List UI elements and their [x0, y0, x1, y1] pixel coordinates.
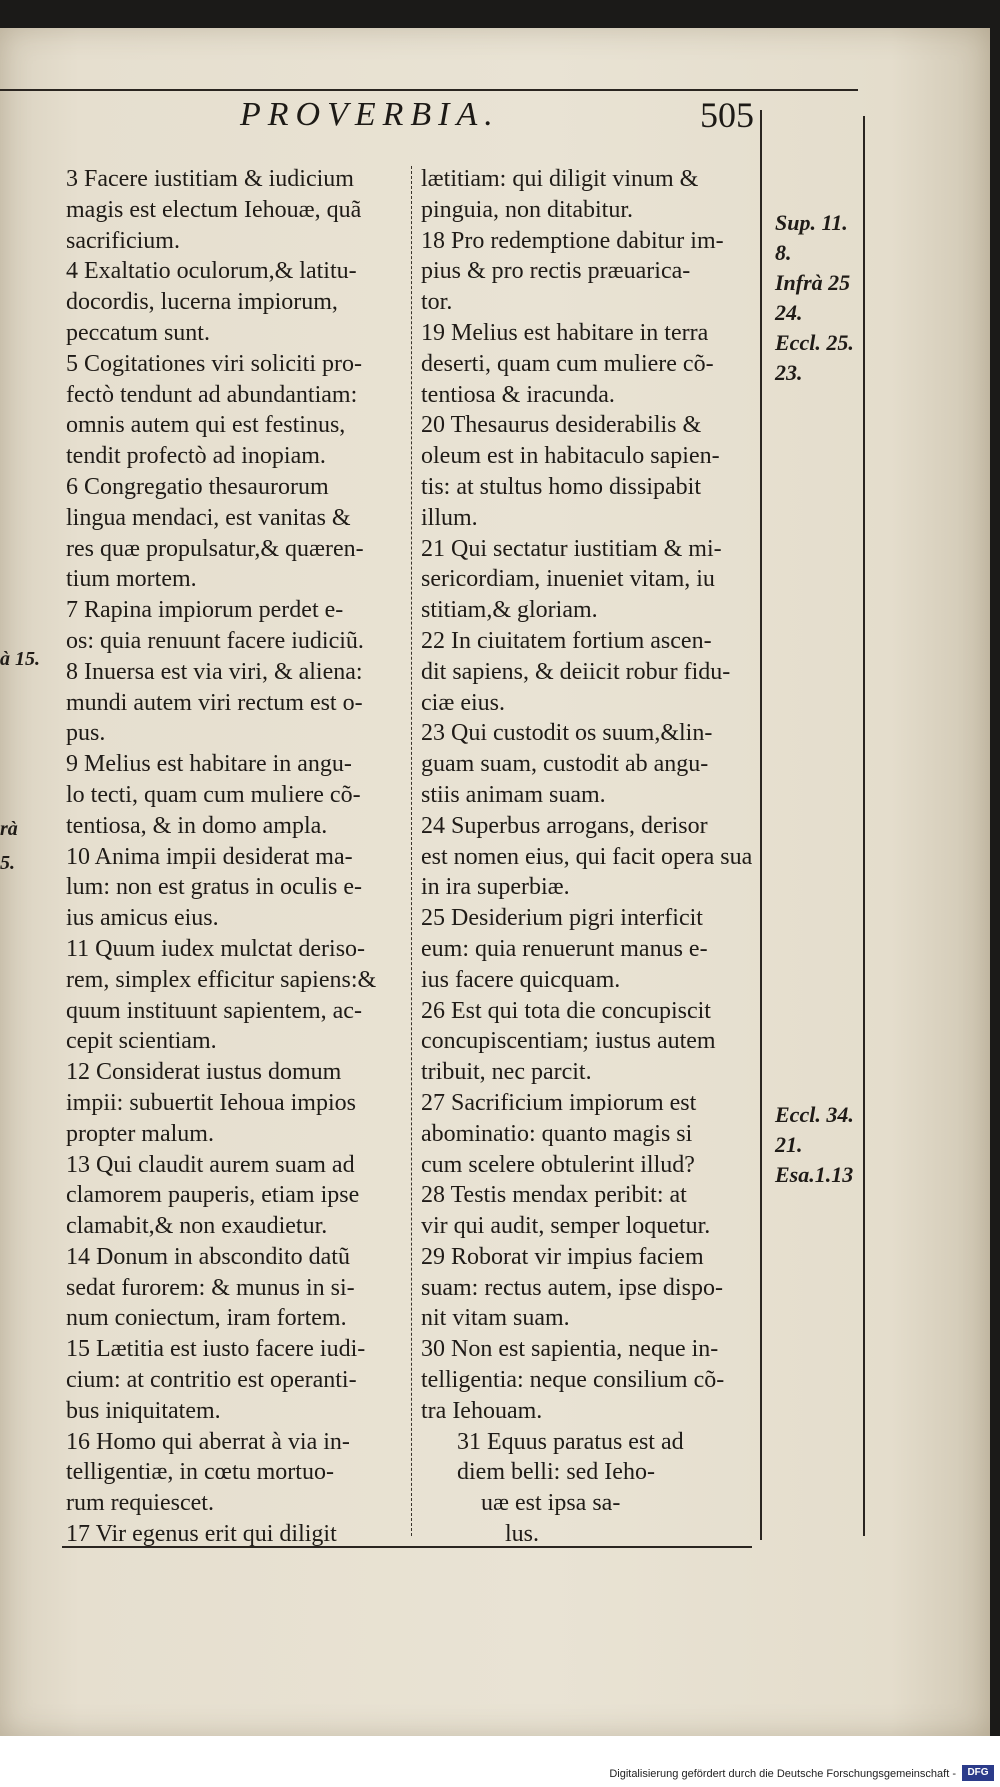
text-line: sedat furorem: & munus in si-	[66, 1274, 355, 1301]
text-line: 15 Lætitia est iusto facere iudi-	[66, 1336, 366, 1363]
margin-note-line: 8.	[775, 240, 792, 265]
text-line: 6 Congregatio thesaurorum	[66, 473, 329, 500]
text-line: tor.	[421, 289, 453, 316]
text-line: docordis, lucerna impiorum,	[66, 289, 338, 316]
text-line: lingua mendaci, est vanitas &	[66, 504, 351, 531]
margin-note-line: Sup. 11.	[775, 210, 848, 235]
text-line: tra Iehouam.	[421, 1397, 543, 1424]
text-line: cium: at contritio est operanti-	[66, 1367, 357, 1394]
text-line: num coniectum, iram fortem.	[66, 1305, 347, 1332]
text-line: ius facere quicquam.	[421, 966, 621, 993]
text-line: 9 Melius est habitare in angu-	[66, 751, 352, 778]
text-line: 13 Qui claudit aurem suam ad	[66, 1151, 355, 1178]
column-divider	[411, 166, 412, 1536]
text-line: clamabit,& non exaudietur.	[66, 1213, 328, 1240]
margin-note-line: 21.	[775, 1132, 803, 1157]
text-line: res quæ propulsatur,& quæren-	[66, 535, 364, 562]
text-line: ciæ eius.	[421, 689, 505, 716]
text-line: 31 Equus paratus est ad	[421, 1428, 684, 1455]
text-line: concupiscentiam; iustus autem	[421, 1028, 716, 1055]
margin-reference-bottom	[775, 1100, 854, 1190]
text-line: abominatio: quanto magis si	[421, 1120, 693, 1147]
text-line: 27 Sacrificium impiorum est	[421, 1089, 697, 1116]
text-line: clamorem pauperis, etiam ipse	[66, 1182, 360, 1209]
text-line: deserti, quam cum muliere cõ-	[421, 350, 714, 377]
text-line: tentiosa, & in domo ampla.	[66, 812, 328, 839]
text-line: 28 Testis mendax peribit: at	[421, 1182, 687, 1209]
text-line: 23 Qui custodit os suum,&lin-	[421, 720, 713, 747]
text-line: 25 Desiderium pigri interficit	[421, 905, 703, 932]
text-line: 14 Donum in abscondito datũ	[66, 1243, 350, 1270]
header-rule	[0, 89, 858, 91]
text-line: telligentiæ, in cœtu mortuo-	[66, 1459, 334, 1486]
text-line: peccatum sunt.	[66, 319, 210, 346]
text-line: 12 Considerat iustus domum	[66, 1059, 342, 1086]
text-line: bus iniquitatem.	[66, 1397, 221, 1424]
text-line: diem belli: sed Ieho-	[421, 1459, 655, 1486]
margin-note-line: Infrà 25	[775, 270, 851, 295]
text-line: 17 Vir egenus erit qui diligit	[66, 1521, 337, 1548]
text-line: 21 Qui sectatur iustitiam & mi-	[421, 535, 722, 562]
text-line: eum: quia renuerunt manus e-	[421, 935, 708, 962]
edge-fragment-1: à 15.	[0, 648, 40, 670]
text-line: est nomen eius, qui facit opera sua	[421, 843, 753, 870]
footer-rule	[62, 1546, 752, 1548]
text-line: tribuit, nec parcit.	[421, 1059, 592, 1086]
text-line: os: quia renuunt facere iudiciũ.	[66, 627, 364, 654]
text-line: guam suam, custodit ab angu-	[421, 751, 709, 778]
edge-fragment-3: 5.	[0, 852, 15, 874]
text-line: 19 Melius est habitare in terra	[421, 319, 709, 346]
text-line: quum instituunt sapientem, ac-	[66, 997, 362, 1024]
text-line: magis est electum Iehouæ, quã	[66, 196, 362, 223]
text-line: 29 Roborat vir impius faciem	[421, 1243, 704, 1270]
text-line: impii: subuertit Iehoua impios	[66, 1089, 356, 1116]
text-line: 16 Homo qui aberrat à via in-	[66, 1428, 350, 1455]
page-number: 505	[700, 95, 754, 135]
funding-credit: Digitalisierung gefördert durch die Deutsche Forschungsgemeinschaft -	[609, 1768, 956, 1780]
text-line: tentiosa & iracunda.	[421, 381, 615, 408]
text-line: pius & pro rectis præuarica-	[421, 258, 691, 285]
right-text-column	[421, 164, 759, 1550]
text-line: lus.	[421, 1521, 540, 1548]
text-line: 20 Thesaurus desiderabilis &	[421, 412, 702, 439]
text-line: cepit scientiam.	[66, 1028, 217, 1055]
margin-note-line: Esa.1.13	[775, 1162, 854, 1187]
running-title: PROVERBIA.	[240, 96, 500, 133]
right-column-rule	[760, 110, 762, 1540]
text-line: tis: at stultus homo dissipabit	[421, 473, 702, 500]
text-line: lætitiam: qui diligit vinum &	[421, 166, 699, 192]
text-line: lo tecti, quam cum muliere cõ-	[66, 781, 361, 808]
text-line: rum requiescet.	[66, 1490, 214, 1517]
text-line: ius amicus eius.	[66, 905, 219, 932]
text-line: lum: non est gratus in oculis e-	[66, 874, 362, 901]
left-text-column	[66, 164, 406, 1550]
margin-note-line: Eccl. 34.	[775, 1102, 854, 1127]
text-line: cum scelere obtulerint illud?	[421, 1151, 695, 1178]
margin-note-line: 24.	[775, 300, 803, 325]
text-line: oleum est in habitaculo sapien-	[421, 443, 720, 470]
text-line: pinguia, non ditabitur.	[421, 196, 633, 223]
text-line: 7 Rapina impiorum perdet e-	[66, 597, 344, 624]
text-line: sericordiam, inueniet vitam, iu	[421, 566, 715, 593]
text-line: stitiam,& gloriam.	[421, 597, 598, 624]
text-line: nit vitam suam.	[421, 1305, 570, 1332]
text-line: omnis autem qui est festinus,	[66, 412, 346, 439]
text-line: stiis animam suam.	[421, 781, 606, 808]
text-line: pus.	[66, 720, 106, 747]
text-line: suam: rectus autem, ipse dispo-	[421, 1274, 723, 1301]
edge-fragment-2: rà	[0, 818, 18, 840]
text-line: telligentia: neque consilium cõ-	[421, 1367, 725, 1394]
text-line: 22 In ciuitatem fortium ascen-	[421, 627, 712, 654]
text-line: rem, simplex efficitur sapiens:&	[66, 966, 377, 993]
text-line: 8 Inuersa est via viri, & aliena:	[66, 658, 363, 685]
text-line: tendit profectò ad inopiam.	[66, 443, 326, 470]
text-line: 11 Quum iudex mulctat deriso-	[66, 935, 366, 962]
text-line: 5 Cogitationes viri soliciti pro-	[66, 350, 362, 377]
text-line: uæ est ipsa sa-	[421, 1490, 621, 1517]
text-line: 30 Non est sapientia, neque in-	[421, 1336, 719, 1363]
text-line: propter malum.	[66, 1120, 214, 1147]
text-line: dit sapiens, & deiicit robur fidu-	[421, 658, 731, 685]
text-line: illum.	[421, 504, 478, 531]
dfg-logo: DFG	[962, 1765, 994, 1781]
text-line: 10 Anima impii desiderat ma-	[66, 843, 353, 870]
text-line: tium mortem.	[66, 566, 197, 593]
text-line: sacrificium.	[66, 227, 180, 254]
text-line: 3 Facere iustitiam & iudicium	[66, 166, 354, 192]
text-line: mundi autem viri rectum est o-	[66, 689, 363, 716]
margin-note-line: Eccl. 25.	[775, 330, 854, 355]
text-line: 4 Exaltatio oculorum,& latitu-	[66, 258, 357, 285]
margin-note-line: 23.	[775, 360, 803, 385]
margin-reference-top	[775, 208, 854, 388]
text-line: in ira superbiæ.	[421, 874, 570, 901]
text-line: 26 Est qui tota die concupiscit	[421, 997, 711, 1024]
text-line: fectò tendunt ad abundantiam:	[66, 381, 358, 408]
text-line: vir qui audit, semper loquetur.	[421, 1213, 711, 1240]
text-line: 18 Pro redemptione dabitur im-	[421, 227, 724, 254]
text-line: 24 Superbus arrogans, derisor	[421, 812, 708, 839]
outer-margin-rule	[863, 116, 865, 1536]
